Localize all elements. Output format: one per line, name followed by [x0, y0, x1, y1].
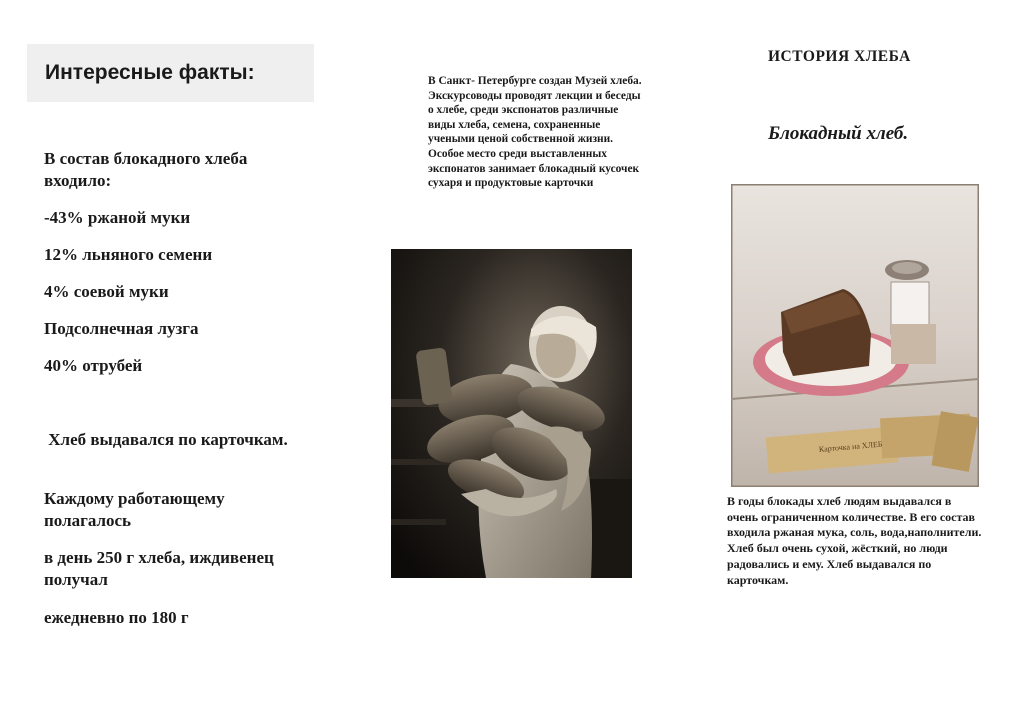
fact-dependent-amount: ежедневно по 180 г — [44, 608, 189, 627]
fact-composition-intro: В состав блокадного хлеба входило: — [44, 149, 248, 190]
section-subtitle: Блокадный хлеб. — [768, 123, 909, 144]
fact-daily-amount: в день 250 г хлеба, иждивенец получал — [44, 548, 274, 589]
fact-rye-flour: -43% ржаной муки — [44, 208, 191, 227]
bread-card-label: Карточка на ХЛЕБ — [818, 439, 883, 455]
facts-title: Интересные факты: — [45, 61, 255, 84]
blockade-description: В годы блокады хлеб людям выдавался в очень ограниченном количестве. В его состав входила ржаная мука, соль, вода,наполнители. Хлеб был очень сухой, жёсткий, но люди радовались и ему. Хлеб выдавался по карточкам. — [727, 494, 982, 587]
fact-bran: 40% отрубей — [44, 356, 143, 375]
fact-worker-ration: Каждому работающему полагалось — [44, 489, 225, 530]
museum-text: В Санкт- Петербурге создан Музей хлеба. Экскурсоводы проводят лекции и беседы о хлебе, среди экспонатов различные виды хлеба, семена, сохраненные учеными ценой собственной жизни. Особое место среди выставленных экспонатов занимает блокадный кусочек сухаря и продуктовые карточки — [428, 75, 642, 190]
facts-header — [27, 44, 314, 102]
fact-flax-seed: 12% льняного семени — [44, 245, 213, 264]
photo-woman-carrying-bread — [391, 249, 632, 578]
fact-soy-flour: 4% соевой муки — [44, 282, 169, 301]
fact-ration-cards: Хлеб выдавался по карточкам. — [44, 430, 288, 449]
section-title: ИСТОРИЯ ХЛЕБА — [768, 48, 911, 65]
photo-blockade-bread-exhibit — [731, 184, 979, 487]
fact-sunflower-husk: Подсолнечная лузга — [44, 319, 199, 338]
